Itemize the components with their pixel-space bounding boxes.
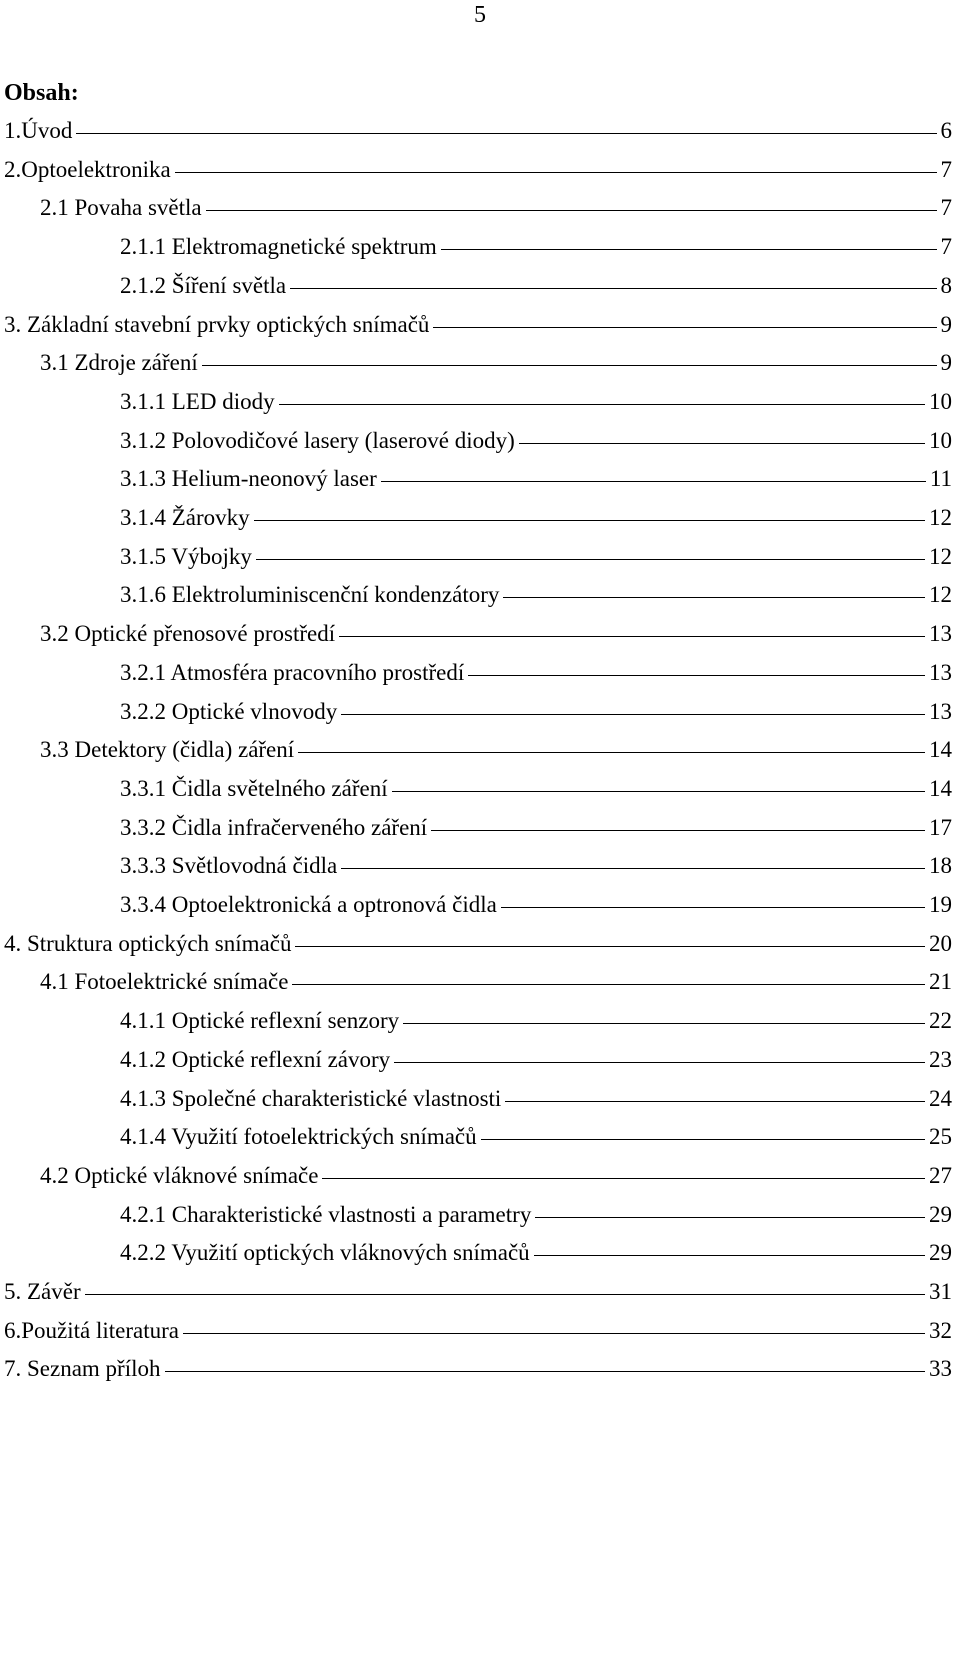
toc-entry-label: 4.1 Fotoelektrické snímače (40, 969, 289, 995)
toc-entry[interactable] (120, 660, 952, 700)
toc-entry-page: 14 (929, 775, 952, 801)
toc-entry-label: 4.2.1 Charakteristické vlastnosti a parametry (120, 1201, 532, 1227)
toc-entry-label: 4.1.4 Využití fotoelektrických snímačů (120, 1124, 477, 1150)
toc-entry[interactable] (120, 815, 952, 855)
toc-entry-page: 29 (929, 1201, 952, 1227)
toc-entry[interactable] (120, 1047, 952, 1087)
toc-entry-label: 3.2.2 Optické vlnovody (120, 698, 338, 724)
toc-leader-line (76, 133, 936, 134)
toc-entry-label: 4. Struktura optických snímačů (4, 930, 292, 956)
toc-entry[interactable] (120, 1008, 952, 1048)
toc-leader-line (206, 210, 937, 211)
toc-entry-label: 3.2 Optické přenosové prostředí (40, 621, 336, 647)
toc-entry-page: 9 (940, 350, 952, 376)
toc-entry-page: 11 (929, 466, 952, 492)
toc-entry-label: 3. Základní stavební prvky optických snímačů (4, 311, 430, 337)
toc-entry[interactable] (4, 1356, 952, 1396)
toc-leader-line (505, 1101, 925, 1102)
toc-entry-page: 20 (929, 930, 952, 956)
toc-entry-label: 4.2.2 Využití optických vláknových snímačů (120, 1240, 530, 1266)
toc-entry-label: 3.3.3 Světlovodná čidla (120, 853, 338, 879)
toc-entry-page: 25 (929, 1124, 952, 1150)
toc-leader-line (519, 443, 925, 444)
toc-leader-line (341, 868, 925, 869)
toc-entry-page: 8 (940, 272, 952, 298)
toc-entry[interactable] (4, 1279, 952, 1319)
toc-entry-page: 7 (940, 195, 952, 221)
toc-entry-label: 3.2.1 Atmosféra pracovního prostředí (120, 659, 465, 685)
toc-leader-line (256, 559, 925, 560)
toc-leader-line (322, 1178, 925, 1179)
toc-entry-page: 29 (929, 1240, 952, 1266)
toc-entry-label: 3.1.5 Výbojky (120, 543, 252, 569)
toc-entry-page: 23 (929, 1046, 952, 1072)
toc-entry[interactable] (120, 428, 952, 468)
toc-leader-line (295, 946, 925, 947)
toc-entry-page: 7 (940, 234, 952, 260)
toc-entry-page: 10 (929, 427, 952, 453)
toc-entry[interactable] (120, 1240, 952, 1280)
toc-leader-line (481, 1139, 925, 1140)
toc-leader-line (441, 249, 937, 250)
toc-entry-page: 22 (929, 1008, 952, 1034)
toc-leader-line (403, 1023, 925, 1024)
toc-heading: Obsah: (4, 80, 79, 106)
toc-entry-label: 4.1.2 Optické reflexní závory (120, 1046, 391, 1072)
toc-entry-label: 4.2 Optické vláknové snímače (40, 1162, 319, 1188)
toc-entry-label: 3.1.4 Žárovky (120, 505, 250, 530)
toc-entry-label: 2.Optoelektronika (4, 156, 171, 182)
toc-entry-page: 32 (929, 1317, 952, 1343)
toc-entry-label: 3.3 Detektory (čidla) záření (40, 737, 295, 763)
toc-entry-page: 6 (940, 118, 952, 143)
toc-entry-label: 1.Úvod (4, 118, 73, 143)
toc-entry[interactable] (120, 466, 952, 506)
toc-entry-page: 13 (929, 621, 952, 647)
toc-leader-line (85, 1294, 925, 1295)
toc-entry[interactable] (120, 892, 952, 932)
toc-entry-label: 3.1 Zdroje záření (40, 350, 198, 376)
toc-entry-page: 27 (929, 1162, 952, 1188)
toc-leader-line (254, 520, 925, 521)
toc-leader-line (339, 636, 925, 637)
toc-entry-label: 3.3.4 Optoelektronická a optronová čidla (120, 892, 497, 917)
toc-entry[interactable] (120, 1086, 952, 1126)
toc-entry-label: 3.1.1 LED diody (120, 388, 275, 414)
toc-entry[interactable] (120, 776, 952, 816)
toc-entry-page: 12 (929, 543, 952, 569)
toc-entry-page: 18 (929, 853, 952, 879)
toc-entry[interactable] (4, 157, 952, 197)
toc-entry[interactable] (120, 273, 952, 313)
toc-leader-line (501, 907, 925, 908)
toc-entry-page: 33 (929, 1356, 952, 1382)
toc-leader-line (534, 1255, 925, 1256)
toc-leader-line (292, 984, 925, 985)
toc-entry[interactable] (4, 931, 952, 971)
toc-entry-page: 19 (929, 892, 952, 917)
toc-entry[interactable] (120, 1202, 952, 1242)
toc-leader-line (279, 404, 925, 405)
toc-entry-label: 5. Závěr (4, 1279, 81, 1304)
toc-leader-line (202, 365, 937, 366)
toc-entry-page: 13 (929, 698, 952, 724)
toc-entry[interactable] (40, 737, 952, 777)
toc-leader-line (535, 1217, 925, 1218)
toc-entry-page: 12 (929, 505, 952, 530)
toc-leader-line (381, 481, 926, 482)
page-number: 5 (474, 2, 486, 28)
toc-entry-page: 10 (929, 388, 952, 414)
toc-entry-label: 3.1.6 Elektroluminiscenční kondenzátory (120, 582, 500, 608)
toc-entry-page: 13 (929, 659, 952, 685)
toc-entry[interactable] (120, 699, 952, 739)
toc-entry[interactable] (4, 312, 952, 352)
toc-leader-line (175, 172, 937, 173)
toc-entry-label: 2.1.2 Šíření světla (120, 272, 287, 298)
toc-leader-line (392, 791, 925, 792)
toc-entry-label: 3.3.2 Čidla infračerveného záření (120, 814, 428, 840)
toc-entry[interactable] (120, 234, 952, 274)
toc-entry[interactable] (120, 1124, 952, 1164)
toc-entry-label: 3.1.2 Polovodičové lasery (laserové diody) (120, 427, 515, 453)
toc-leader-line (503, 597, 925, 598)
toc-entry-label: 7. Seznam příloh (4, 1356, 161, 1382)
toc-entry-label: 3.1.3 Helium-neonový laser (120, 466, 377, 492)
toc-entry[interactable] (4, 118, 952, 158)
toc-entry[interactable] (40, 1163, 952, 1203)
toc-entry[interactable] (120, 544, 952, 584)
toc-entry[interactable] (40, 350, 952, 390)
toc-entry-label: 4.1.3 Společné charakteristické vlastnosti (120, 1085, 502, 1111)
toc-entry-page: 21 (929, 969, 952, 995)
toc-entry-label: 3.3.1 Čidla světelného záření (120, 775, 388, 801)
toc-entry-page: 14 (929, 737, 952, 763)
toc-entry[interactable] (40, 621, 952, 661)
toc-leader-line (290, 288, 936, 289)
toc-leader-line (165, 1371, 926, 1372)
toc-entry-page: 12 (929, 582, 952, 608)
toc-entry-label: 6.Použitá literatura (4, 1317, 179, 1343)
toc-entry[interactable] (4, 1318, 952, 1358)
toc-entry[interactable] (40, 195, 952, 235)
toc-entry-page: 7 (940, 156, 952, 182)
toc-entry[interactable] (120, 853, 952, 893)
toc-leader-line (433, 327, 936, 328)
toc-entry[interactable] (120, 505, 952, 545)
toc-entry[interactable] (40, 969, 952, 1009)
toc-leader-line (183, 1333, 925, 1334)
toc-leader-line (341, 714, 925, 715)
toc-leader-line (298, 752, 925, 753)
toc-leader-line (468, 675, 925, 676)
toc-entry-page: 24 (929, 1085, 952, 1111)
toc-entry-page: 9 (940, 311, 952, 337)
toc-entry-label: 2.1 Povaha světla (40, 195, 202, 221)
toc-entry-label: 2.1.1 Elektromagnetické spektrum (120, 234, 437, 260)
toc-entry[interactable] (120, 582, 952, 622)
toc-leader-line (394, 1062, 925, 1063)
toc-entry-label: 4.1.1 Optické reflexní senzory (120, 1008, 400, 1034)
toc-entry[interactable] (120, 389, 952, 429)
toc-leader-line (431, 830, 925, 831)
toc-entry-page: 17 (929, 814, 952, 840)
toc-entry-page: 31 (929, 1279, 952, 1304)
